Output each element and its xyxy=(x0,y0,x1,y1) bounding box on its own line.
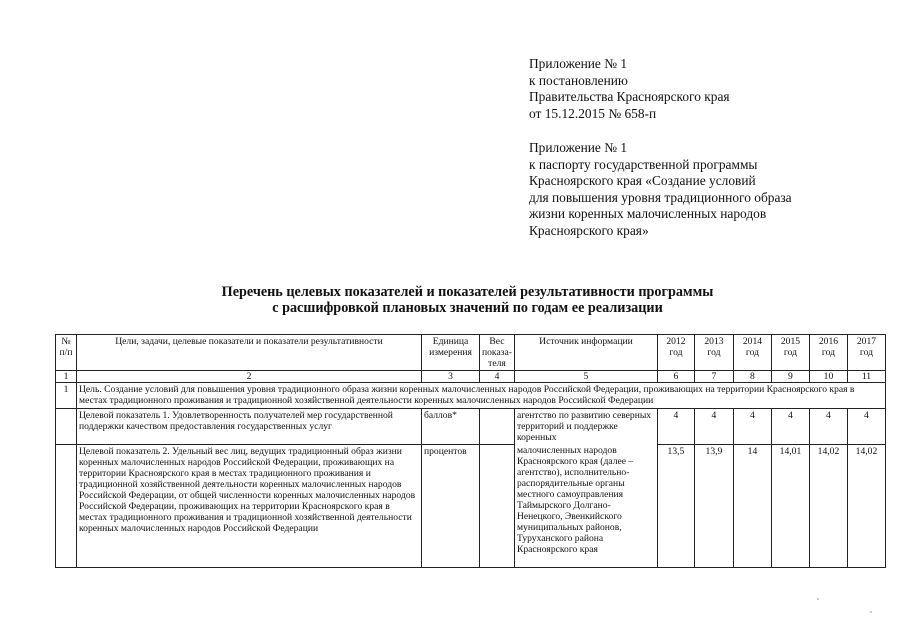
column-number: 8 xyxy=(733,371,771,383)
column-number-row xyxy=(56,371,886,383)
title-line-2: с расшифровкой плановых значений по годам ее реализации xyxy=(272,300,663,316)
column-number: 9 xyxy=(771,371,809,383)
value-cell: 14,02 xyxy=(809,444,847,567)
value-cell: 4 xyxy=(771,409,809,445)
value-cell: 4 xyxy=(657,409,694,445)
table-row xyxy=(56,409,886,445)
appendix-line: к постановлению xyxy=(529,72,628,88)
source-cell: малочисленных народов Красноярского края (далее – агентство), исполнительно-распорядительные органы местного самоуправления Таймырского Долгано-Ненецкого, Эвенкийского муниципальных районов, Туруханского района Красноярского края xyxy=(514,444,657,567)
value-cell: 4 xyxy=(809,409,847,445)
goal-text: Цель. Создание условий для повышения уровня традиционного образа жизни коренных малочисленных народов Российской Федерации, проживающих на территории Красноярского края в местах традиционного проживания и традиционной хозяйственной деятельности коренных малочисленных народов Российской Федерации xyxy=(77,383,886,409)
header-row xyxy=(56,335,886,371)
indicators-table xyxy=(55,334,886,568)
goal-num: 1 xyxy=(56,383,77,409)
goal-row xyxy=(56,383,886,409)
appendix-line: к паспорту государственной программы xyxy=(529,156,758,172)
column-number: 6 xyxy=(657,371,694,383)
appendix-line: Правительства Красноярского края xyxy=(529,89,730,105)
indicator-weight xyxy=(480,444,515,567)
document-title xyxy=(130,284,805,316)
header-year: 2013 год xyxy=(694,335,733,371)
indicator-weight xyxy=(480,409,515,445)
appendix-line: Приложение № 1 xyxy=(529,140,628,155)
column-number: 11 xyxy=(847,371,885,383)
column-number: 1 xyxy=(56,371,77,383)
title-line-1: Перечень целевых показателей и показателей результативности программы xyxy=(221,284,714,300)
row-num xyxy=(56,444,77,567)
header-unit: Единица измерения xyxy=(422,335,480,371)
value-cell: 4 xyxy=(694,409,733,445)
appendix-line: Приложение № 1 xyxy=(529,56,628,71)
indicator-name: Целевой показатель 2. Удельный вес лиц, ведущих традиционный образ жизни коренных малочисленных народов Российской Федерации, проживающих на территории Красноярского края в местах традиционного проживания и традиционной хозяйственной деятельности коренных малочисленных народов Российской Федерации, от общей численности коренных малочисленных народов Российской Федерации, проживающих на территории Красноярского края в местах традиционного проживания и традиционной хозяйственной деятельности коренных малочисленных народов Российской Федерации xyxy=(77,444,422,567)
appendix-line: Красноярского края «Создание условий xyxy=(529,173,756,189)
header-year: 2015 год xyxy=(771,335,809,371)
appendix-resolution-block xyxy=(529,56,730,122)
appendix-line: Красноярского края» xyxy=(529,222,649,238)
header-year: 2012 год xyxy=(657,335,694,371)
header-source: Источник информации xyxy=(514,335,657,371)
value-cell: 14 xyxy=(733,444,771,567)
source-cell: агентство по развитию северных территорий и поддержке коренных xyxy=(514,409,657,445)
table-row xyxy=(56,444,886,567)
value-cell: 14,02 xyxy=(847,444,885,567)
indicator-name: Целевой показатель 1. Удовлетворенность получателей мер государственной поддержки качеством предоставления государственных услуг xyxy=(77,409,422,445)
value-cell: 13,9 xyxy=(694,444,733,567)
column-number: 2 xyxy=(77,371,422,383)
header-year: 2014 год xyxy=(733,335,771,371)
column-number: 10 xyxy=(809,371,847,383)
column-number: 3 xyxy=(422,371,480,383)
scan-speck xyxy=(817,598,819,600)
header-year: 2016 год xyxy=(809,335,847,371)
row-num xyxy=(56,409,77,445)
value-cell: 13,5 xyxy=(657,444,694,567)
appendix-line: жизни коренных малочисленных народов xyxy=(529,206,767,222)
header-year: 2017 год xyxy=(847,335,885,371)
appendix-line: для повышения уровня традиционного образа xyxy=(529,189,792,205)
column-number: 5 xyxy=(514,371,657,383)
appendix-line: от 15.12.2015 № 658-п xyxy=(529,105,657,121)
header-weight: Вес показа-теля xyxy=(480,335,515,371)
value-cell: 4 xyxy=(847,409,885,445)
header-num: № п/п xyxy=(56,335,77,371)
value-cell: 4 xyxy=(733,409,771,445)
indicator-unit: процентов xyxy=(422,444,480,567)
header-name: Цели, задачи, целевые показатели и показатели результативности xyxy=(77,335,422,371)
appendix-passport-block xyxy=(529,140,792,240)
indicator-unit: баллов* xyxy=(422,409,480,445)
scan-speck xyxy=(870,611,872,613)
column-number: 7 xyxy=(694,371,733,383)
value-cell: 14,01 xyxy=(771,444,809,567)
column-number: 4 xyxy=(480,371,515,383)
